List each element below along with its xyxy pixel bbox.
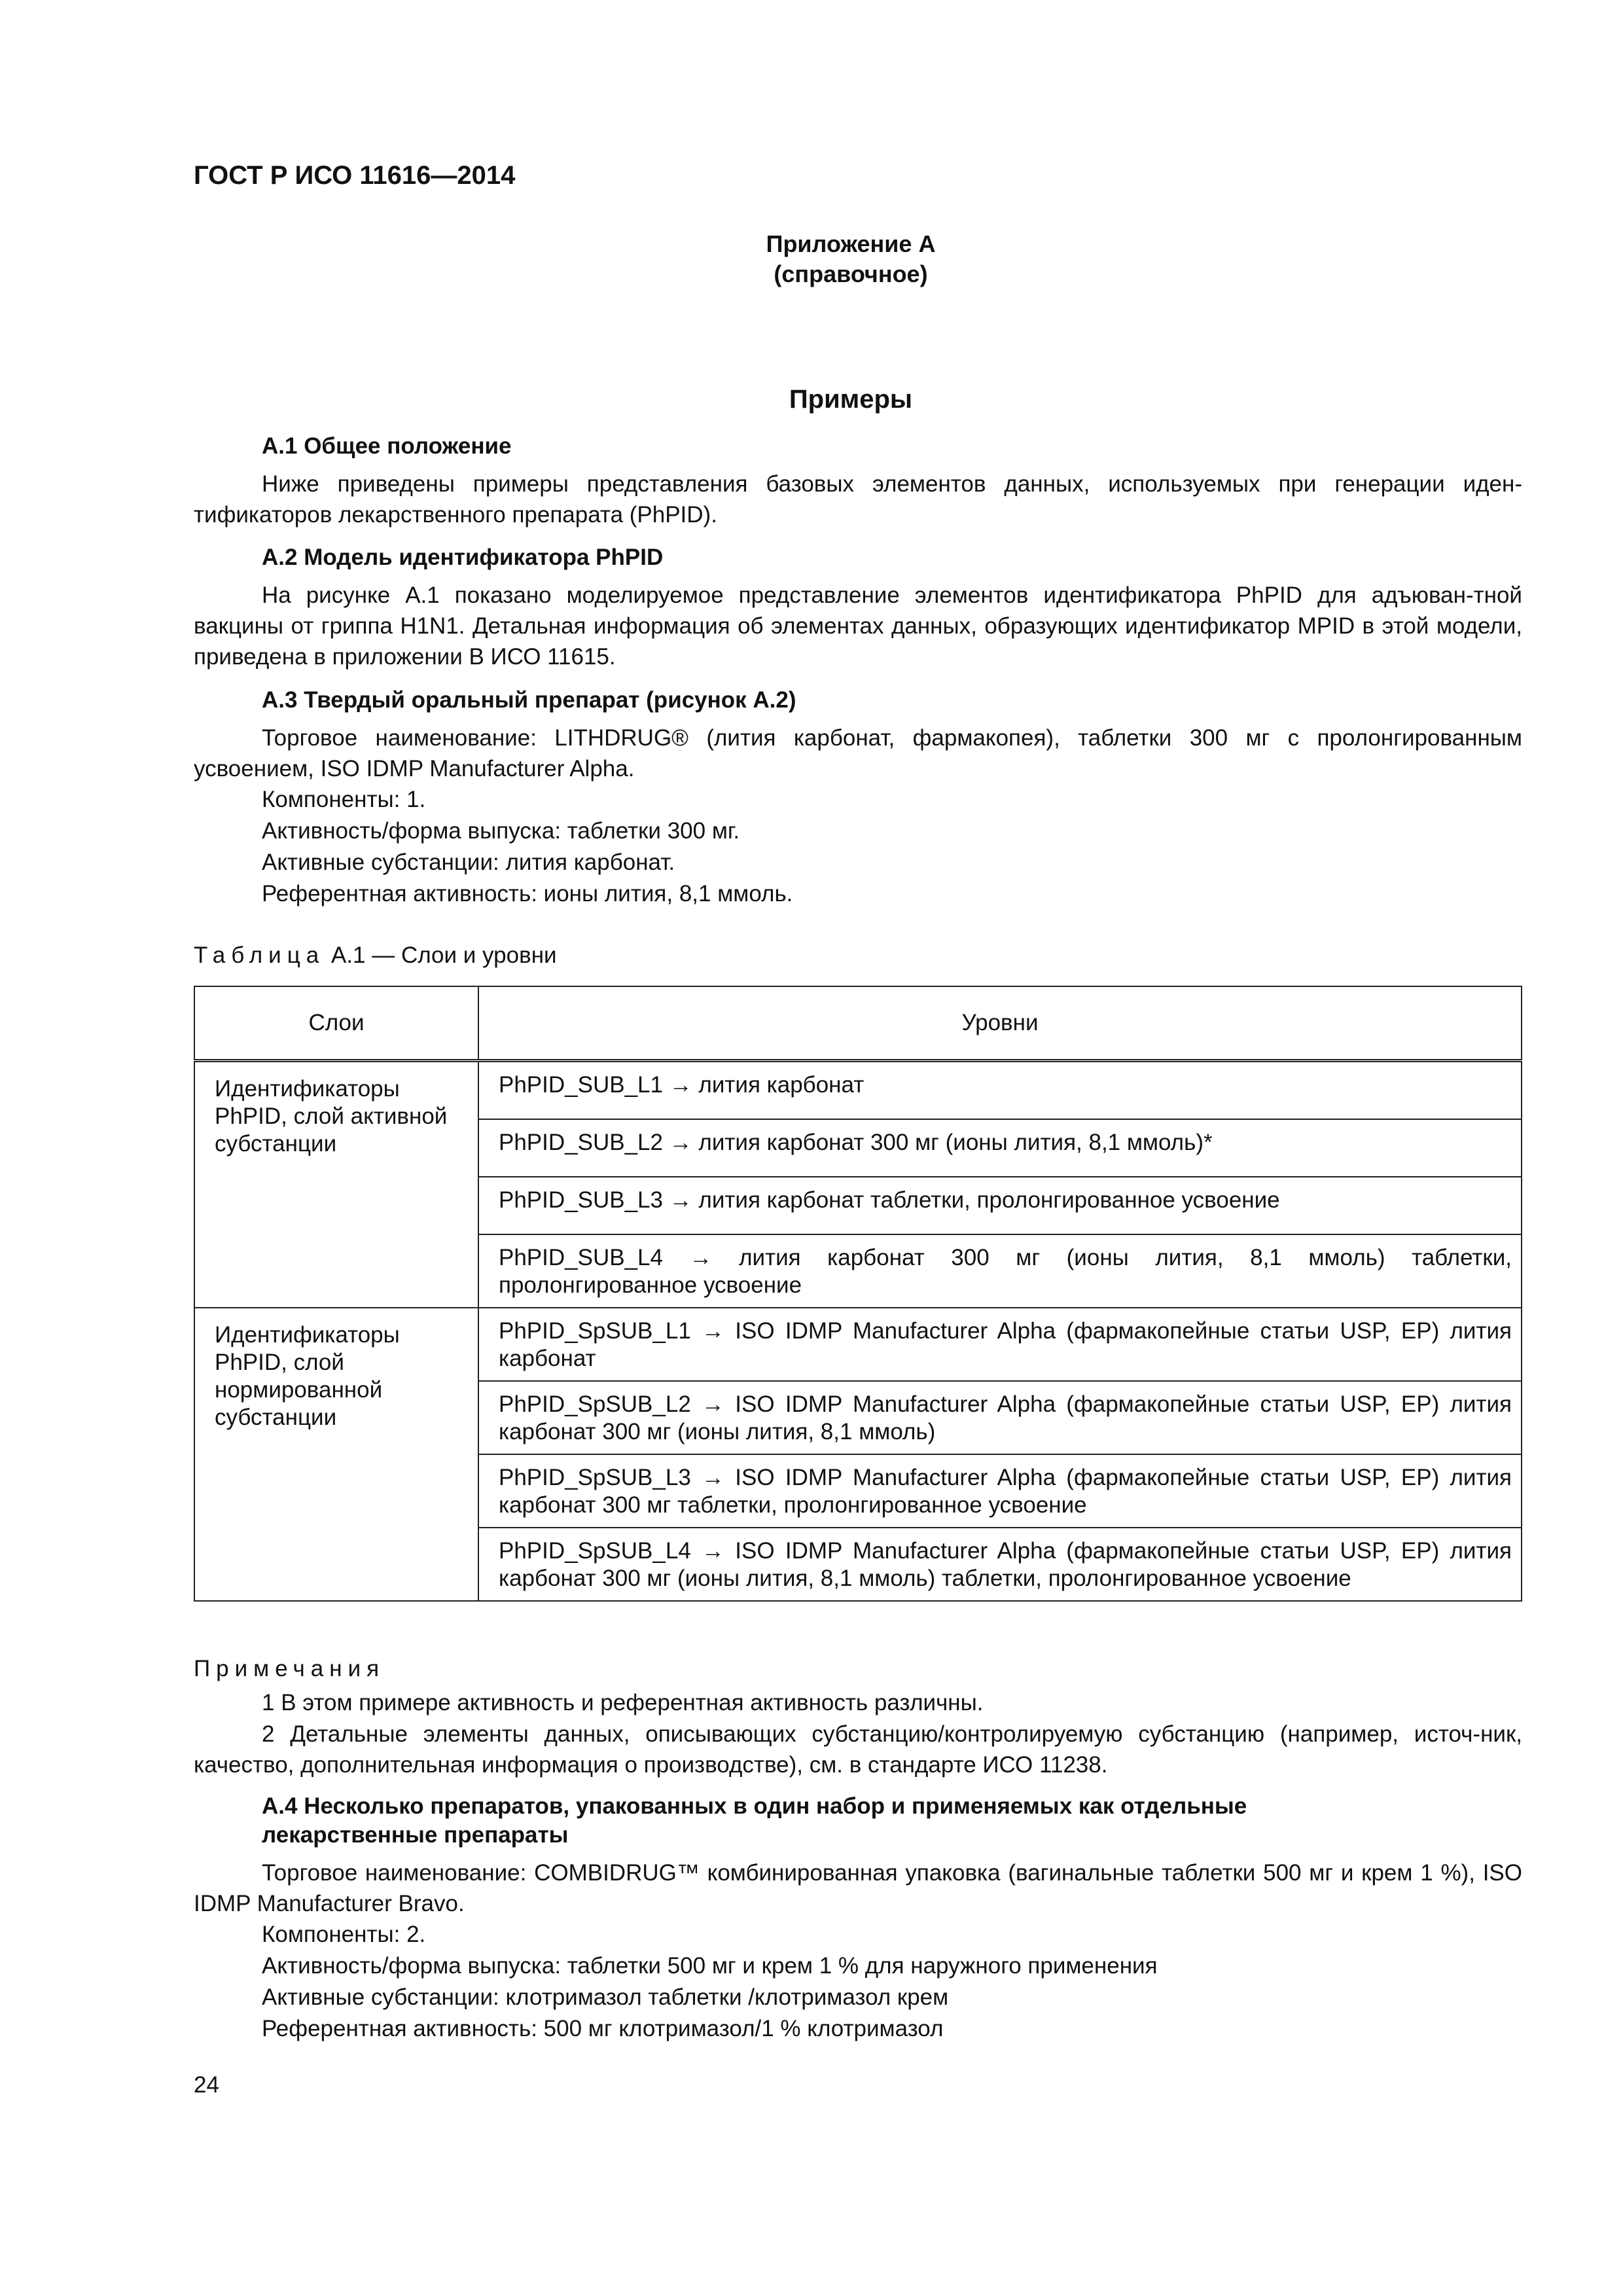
level-cell: PhPID_SUB_L3 → лития карбонат таблетки, пролонгированное усвоение (478, 1177, 1522, 1234)
page-number: 24 (194, 2072, 219, 2098)
a4-components: Компоненты: 2. (262, 1922, 426, 1947)
appendix-subtitle: (справочное) (774, 260, 928, 287)
heading-a4-line2: лекарственные препараты (262, 1822, 569, 1848)
table-row (194, 1308, 1522, 1381)
a4-strength-form: Активность/форма выпуска: таблетки 500 мг и крем 1 % для наружного применения (262, 1953, 1158, 1979)
note-1: 1 В этом примере активность и референтная активность различны. (262, 1690, 984, 1715)
level-cell: PhPID_SpSUB_L1 → ISO IDMP Manufacturer Alpha (фармакопейные статьи USP, EP) лития карбонат (478, 1308, 1522, 1381)
heading-a2: А.2 Модель идентификатора PhPID (262, 545, 664, 570)
paragraph-a2: На рисунке А.1 показано моделируемое представление элементов идентификатора PhPID для адъюван-тной вакцины от гриппа H1N1. Детальная информация об элементах данных, образующих идентификатор MPID в этой модели, приведена в приложении В ИСО 11615. (194, 583, 1522, 670)
table-header-row (194, 986, 1522, 1061)
level-cell: PhPID_SUB_L2 → лития карбонат 300 мг (ионы лития, 8,1 ммоль)* (478, 1119, 1522, 1177)
table-row (194, 1061, 1522, 1120)
layers-levels-table (194, 986, 1522, 1602)
appendix-title: Приложение А (766, 230, 936, 257)
a3-active-substances: Активные субстанции: лития карбонат. (262, 850, 675, 875)
a4-reference-strength: Референтная активность: 500 мг клотримазол/1 % клотримазол (262, 2016, 944, 2041)
layer-cell: Идентификаторы PhPID, слой нормированной субстанции (194, 1308, 478, 1601)
document-code: ГОСТ Р ИСО 11616—2014 (194, 161, 516, 190)
level-cell: PhPID_SpSUB_L2 → ISO IDMP Manufacturer Alpha (фармакопейные статьи USP, EP) лития карбонат 300 мг (ионы лития, 8,1 ммоль) (478, 1381, 1522, 1454)
level-cell: PhPID_SpSUB_L4 → ISO IDMP Manufacturer Alpha (фармакопейные статьи USP, EP) лития карбонат 300 мг (ионы лития, 8,1 ммоль) таблетки, пролонгированное усвоение (478, 1528, 1522, 1601)
level-cell: PhPID_SUB_L1 → лития карбонат (478, 1061, 1522, 1120)
note-2: 2 Детальные элементы данных, описывающих субстанцию/контролируемую субстанцию (например, источ-ник, качество, дополнительная информация о производстве), см. в стандарте ИСО 11238. (194, 1721, 1522, 1778)
level-cell: PhPID_SpSUB_L3 → ISO IDMP Manufacturer Alpha (фармакопейные статьи USP, EP) лития карбонат 300 мг таблетки, пролонгированное усвоение (478, 1454, 1522, 1528)
a4-trade-name: Торговое наименование: COMBIDRUG™ комбинированная упаковка (вагинальные таблетки 500 мг и крем 1 %), ISO IDMP Manufacturer Bravo. (194, 1860, 1522, 1916)
paragraph-a1: Ниже приведены примеры представления базовых элементов данных, используемых при генерации иден-тификаторов лекарственного препарата (PhPID). (194, 471, 1522, 528)
table-caption (194, 942, 557, 969)
level-cell: PhPID_SUB_L4 → лития карбонат 300 мг (ионы лития, 8,1 ммоль) таблетки, пролонгированное усвоение (478, 1234, 1522, 1308)
a3-reference-strength: Референтная активность: ионы лития, 8,1 ммоль. (262, 881, 793, 906)
notes-title: Примечания (194, 1656, 385, 1681)
table-caption-text: А.1 — Слои и уровни (330, 942, 557, 968)
heading-a1: А.1 Общее положение (262, 433, 512, 459)
heading-a3: А.3 Твердый оральный препарат (рисунок А.2) (262, 687, 796, 713)
header-layers: Слои (194, 986, 478, 1061)
header-levels: Уровни (478, 986, 1522, 1061)
a3-trade-name: Торговое наименование: LITHDRUG® (лития карбонат, фармакопея), таблетки 300 мг с пролонгированным усвоением, ISO IDMP Manufacturer Alpha. (194, 725, 1522, 781)
heading-a4-line1: А.4 Несколько препаратов, упакованных в один набор и применяемых как отдельные (262, 1793, 1247, 1819)
section-title: Примеры (789, 385, 913, 414)
a3-components: Компоненты: 1. (262, 787, 426, 812)
table-caption-label: Таблица (194, 942, 325, 968)
layer-cell: Идентификаторы PhPID, слой активной субстанции (194, 1061, 478, 1308)
a4-active-substances: Активные субстанции: клотримазол таблетки /клотримазол крем (262, 1984, 949, 2010)
a3-strength-form: Активность/форма выпуска: таблетки 300 мг. (262, 818, 740, 844)
